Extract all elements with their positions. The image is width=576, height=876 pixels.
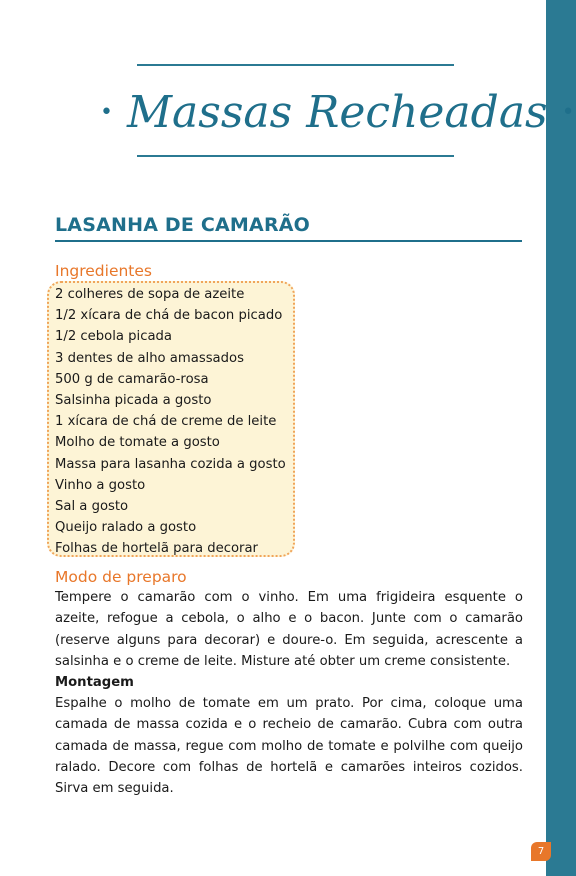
recipe-title: LASANHA DE CAMARÃO: [55, 214, 311, 236]
ingredients-list: [55, 284, 286, 560]
ingredient-item: Massa para lasanha cozida a gosto: [55, 456, 286, 472]
ingredient-item: Queijo ralado a gosto: [55, 520, 197, 536]
ingredient-item: Molho de tomate a gosto: [55, 435, 220, 451]
preparation-text: Tempere o camarão com o vinho. Em uma frigideira esquente o azeite, refogue a cebola, o alho e o bacon. Junte com o camarão (reserve alguns para decorar) e doure-o. Em seguida, acrescente a salsinha e o creme de leite. Misture até obter um creme consistente.: [55, 590, 523, 669]
ingredient-item: 1/2 cebola picada: [55, 329, 172, 345]
ingredient-item: 500 g de camarão-rosa: [55, 371, 209, 387]
assembly-heading: Montagem: [55, 675, 134, 690]
chapter-title-text: Massas Recheadas: [126, 87, 548, 138]
recipe-title-rule: [55, 240, 522, 242]
ingredient-item: 1 xícara de chá de creme de leite: [55, 414, 277, 430]
preparation-heading: Modo de preparo: [55, 568, 187, 586]
ingredient-item: Folhas de hortelã para decorar: [55, 541, 258, 557]
ingredient-item: Salsinha picada a gosto: [55, 393, 212, 409]
ingredient-item: Sal a gosto: [55, 499, 129, 515]
ingredients-heading: Ingredientes: [55, 262, 152, 280]
assembly-text: Espalhe o molho de tomate em um prato. Por cima, coloque uma camada de massa cozida e o recheio de camarão. Cubra com outra camada de massa, regue com molho de tomate e polvilhe com queijo ralado. Decore com folhas de hortelã e camarões inteiros cozidos. Sirva em seguida.: [55, 696, 523, 797]
chapter-top-rule: [137, 64, 454, 66]
ingredient-item: 1/2 xícara de chá de bacon picado: [55, 308, 283, 324]
page-number: 7: [531, 842, 551, 861]
chapter-title: [100, 80, 575, 149]
ingredient-item: Vinho a gosto: [55, 477, 146, 493]
ingredient-item: 3 dentes de alho amassados: [55, 350, 244, 366]
ornament-dot-right: •: [561, 99, 575, 125]
ornament-dot-left: •: [100, 99, 113, 125]
ingredient-item: 2 colheres de sopa de azeite: [55, 287, 245, 302]
chapter-bottom-rule: [137, 155, 454, 157]
